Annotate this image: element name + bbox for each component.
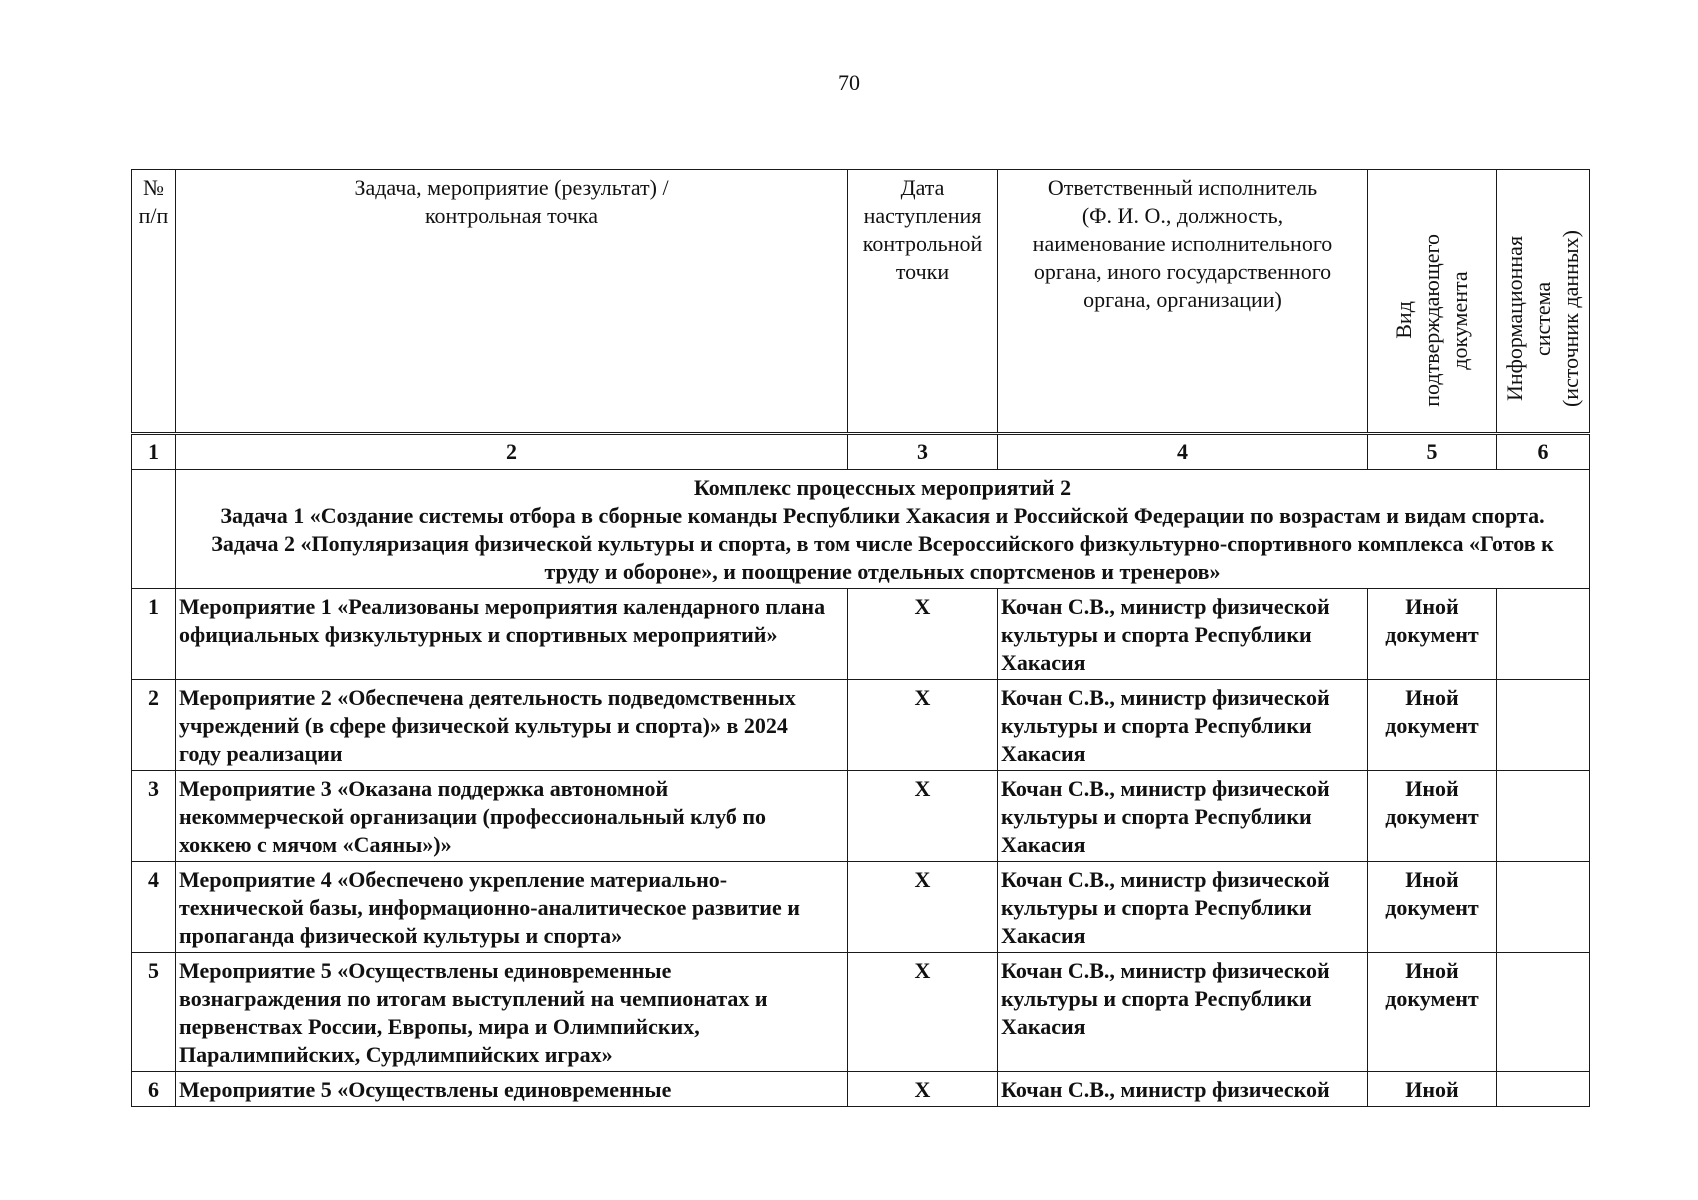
row-number: 2 — [132, 680, 176, 771]
executor-cell: Кочан С.В., министр физической культуры и спорта Республики Хакасия — [998, 862, 1368, 953]
info-system-cell — [1497, 771, 1590, 862]
executor-cell: Кочан С.В., министр физической — [998, 1072, 1368, 1107]
column-number: 5 — [1368, 434, 1497, 470]
section-number-cell — [132, 470, 176, 589]
task-cell: Мероприятие 5 «Осуществлены единовременные вознаграждения по итогам выступлений на чемпионатах и первенствах России, Европы, мира и Олимпийских, Паралимпийских, Сурдлимпийских играх» — [176, 953, 848, 1072]
table-row — [132, 953, 1590, 1072]
info-system-cell — [1497, 680, 1590, 771]
date-cell: Х — [848, 953, 998, 1072]
header-task: Задача, мероприятие (результат) / контрольная точка — [176, 170, 848, 434]
section-title: Комплекс процессных мероприятий 2 Задача 1 «Создание системы отбора в сборные команды Республики Хакасия и Российской Федерации по возрастам и видам спорта. Задача 2 «Популяризация физической культуры и спорта, в том числе Всероссийского физкультурно-спортивного комплекса «Готов к труду и обороне», и поощрение отдельных спортсменов и тренеров» — [176, 470, 1590, 589]
control-points-table — [131, 169, 1590, 1107]
row-number: 1 — [132, 589, 176, 680]
document-type-cell: Иной документ — [1368, 953, 1497, 1072]
header-number: № п/п — [132, 170, 176, 434]
header-document-type: Вид подтверждающего документа — [1368, 170, 1497, 434]
table-row — [132, 589, 1590, 680]
task-cell: Мероприятие 4 «Обеспечено укрепление материально- технической базы, информационно-аналитическое развитие и пропаганда физической культуры и спорта» — [176, 862, 848, 953]
page-number: 70 — [838, 70, 860, 95]
row-number: 5 — [132, 953, 176, 1072]
date-cell: Х — [848, 680, 998, 771]
header-info-system: Информационная система (источник данных) — [1497, 170, 1590, 434]
task-cell: Мероприятие 2 «Обеспечена деятельность подведомственных учреждений (в сфере физической культуры и спорта)» в 2024 году реализации — [176, 680, 848, 771]
table-row — [132, 771, 1590, 862]
row-number: 3 — [132, 771, 176, 862]
task-cell: Мероприятие 3 «Оказана поддержка автономной некоммерческой организации (профессиональный клуб по хоккею с мячом «Саяны»)» — [176, 771, 848, 862]
column-number: 2 — [176, 434, 848, 470]
row-number: 4 — [132, 862, 176, 953]
column-number-row — [132, 434, 1590, 470]
header-row — [132, 170, 1590, 434]
date-cell: Х — [848, 1072, 998, 1107]
task-cell: Мероприятие 5 «Осуществлены единовременные — [176, 1072, 848, 1107]
column-number: 6 — [1497, 434, 1590, 470]
column-number: 3 — [848, 434, 998, 470]
date-cell: Х — [848, 771, 998, 862]
info-system-cell — [1497, 1072, 1590, 1107]
column-number: 1 — [132, 434, 176, 470]
section-row — [132, 470, 1590, 589]
executor-cell: Кочан С.В., министр физической культуры и спорта Республики Хакасия — [998, 589, 1368, 680]
executor-cell: Кочан С.В., министр физической культуры и спорта Республики Хакасия — [998, 771, 1368, 862]
document-type-cell: Иной — [1368, 1072, 1497, 1107]
date-cell: Х — [848, 589, 998, 680]
header-date: Дата наступления контрольной точки — [848, 170, 998, 434]
info-system-cell — [1497, 953, 1590, 1072]
executor-cell: Кочан С.В., министр физической культуры и спорта Республики Хакасия — [998, 953, 1368, 1072]
date-cell: Х — [848, 862, 998, 953]
document-type-cell: Иной документ — [1368, 680, 1497, 771]
task-cell: Мероприятие 1 «Реализованы мероприятия календарного плана официальных физкультурных и спортивных мероприятий» — [176, 589, 848, 680]
executor-cell: Кочан С.В., министр физической культуры и спорта Республики Хакасия — [998, 680, 1368, 771]
document-type-cell: Иной документ — [1368, 862, 1497, 953]
document-type-cell: Иной документ — [1368, 771, 1497, 862]
table-row — [132, 1072, 1590, 1107]
info-system-cell — [1497, 589, 1590, 680]
document-type-cell: Иной документ — [1368, 589, 1497, 680]
table-row — [132, 862, 1590, 953]
info-system-cell — [1497, 862, 1590, 953]
row-number: 6 — [132, 1072, 176, 1107]
table-row — [132, 680, 1590, 771]
column-number: 4 — [998, 434, 1368, 470]
header-executor: Ответственный исполнитель (Ф. И. О., должность, наименование исполнительного органа, иного государственного органа, организации) — [998, 170, 1368, 434]
